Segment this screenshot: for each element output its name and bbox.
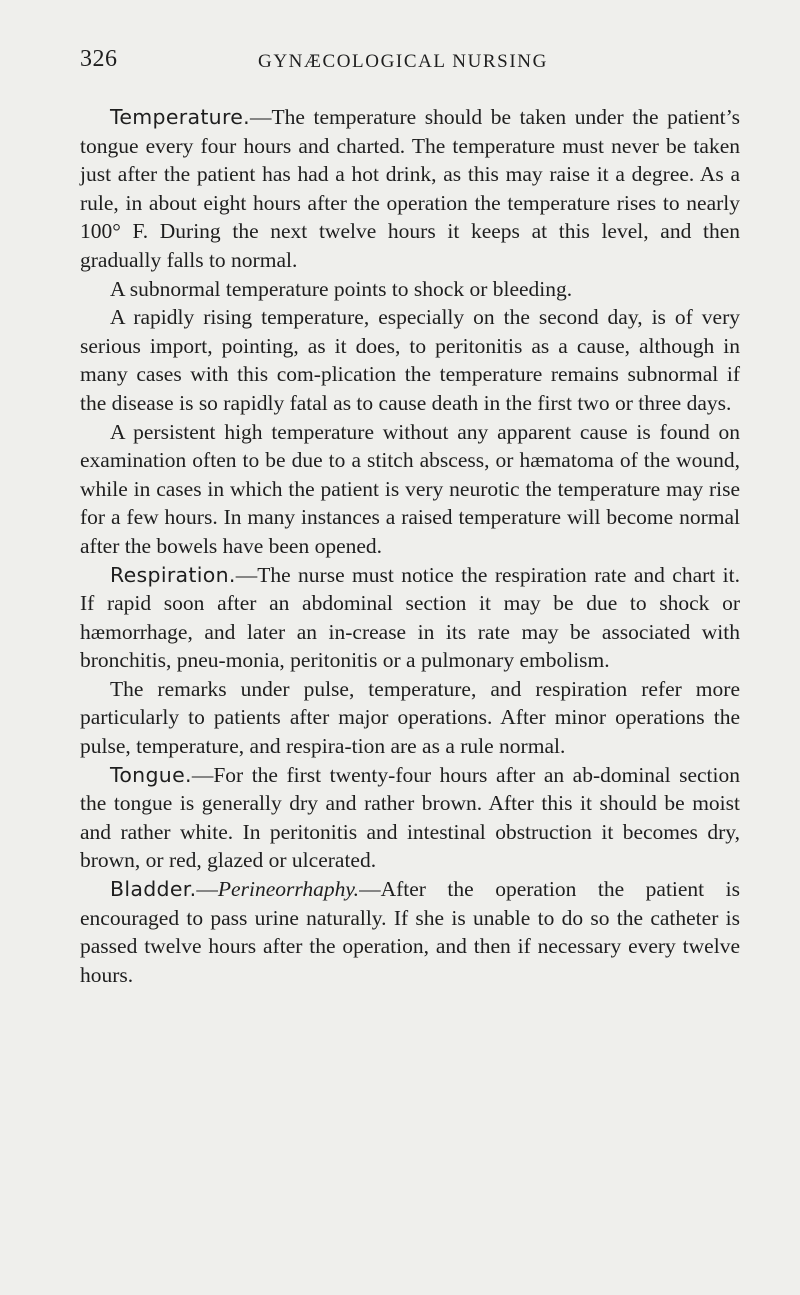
paragraph-remarks — [80, 675, 740, 761]
paragraph-persistent-temperature — [80, 418, 740, 561]
heading-dash: — — [196, 877, 218, 902]
paragraph-temperature — [80, 103, 740, 275]
paragraph-text: —The nurse must notice the respiration rate and chart it. If rapid soon after an abdominal section it may be due to shock or hæmorrhage, and later an in-crease in its rate may be associated with bronchitis, pneu-monia, peritonitis or a pulmonary embolism. — [80, 562, 740, 673]
section-heading-tongue: Tongue. — [110, 762, 192, 787]
subheading-perineorrhaphy: Perineorrhaphy. — [217, 877, 360, 902]
section-heading-bladder: Bladder. — [110, 877, 197, 902]
paragraph-respiration — [80, 561, 740, 675]
page-number: 326 — [80, 46, 118, 72]
body-text — [80, 103, 740, 989]
paragraph-text: —For the first twenty-four hours after an ab-dominal section the tongue is generally dry and rather brown. After this it should be moist and rather white. In peritonitis and intestinal obstruction it becomes dry, brown, or red, glazed or ulcerated. — [80, 762, 740, 873]
paragraph-text: —The temperature should be taken under the patient’s tongue every four hours and charted. The temperature must never be taken just after the patient has had a hot drink, as this may raise it a degree. As a rule, in about eight hours after the operation the temperature rises to nearly 100° F. During the next twelve hours it keeps at this level, and then gradually falls to normal. — [80, 105, 740, 272]
paragraph-rising-temperature — [80, 303, 740, 417]
paragraph-text: A persistent high temperature without any apparent cause is found on examination often to be due to a stitch abscess, or hæmatoma of the wound, while in cases in which the patient is very neurotic the temperature may rise for a few hours. In many instances a raised temperature will become normal after the bowels have been opened. — [80, 419, 740, 558]
paragraph-text: A rapidly rising temperature, especially on the second day, is of very serious import, pointing, as it does, to peritonitis as a cause, although in many cases with this com-plication the temperature remains subnormal if the disease is so rapidly fatal as to cause death in the first two or three days. — [80, 305, 740, 415]
paragraph-bladder — [80, 875, 740, 989]
running-title: GYNÆCOLOGICAL NURSING — [258, 51, 548, 72]
paragraph-tongue — [80, 761, 740, 875]
paragraph-text: The remarks under pulse, temperature, and respiration refer more particularly to patients after major operations. After minor operations the pulse, temperature, and respira-tion are as a rule normal. — [80, 676, 740, 759]
section-heading-respiration: Respiration. — [110, 562, 236, 587]
running-head — [80, 46, 716, 76]
paragraph-text: —After the operation the patient is encouraged to pass urine naturally. If she is unable to do so the catheter is passed twelve hours after the operation, and then if necessary every twelve hours. — [80, 877, 740, 987]
paragraph-subnormal-temperature — [80, 275, 740, 304]
paragraph-text: A subnormal temperature points to shock or bleeding. — [110, 276, 573, 301]
section-heading-temperature: Temperature. — [110, 105, 250, 129]
